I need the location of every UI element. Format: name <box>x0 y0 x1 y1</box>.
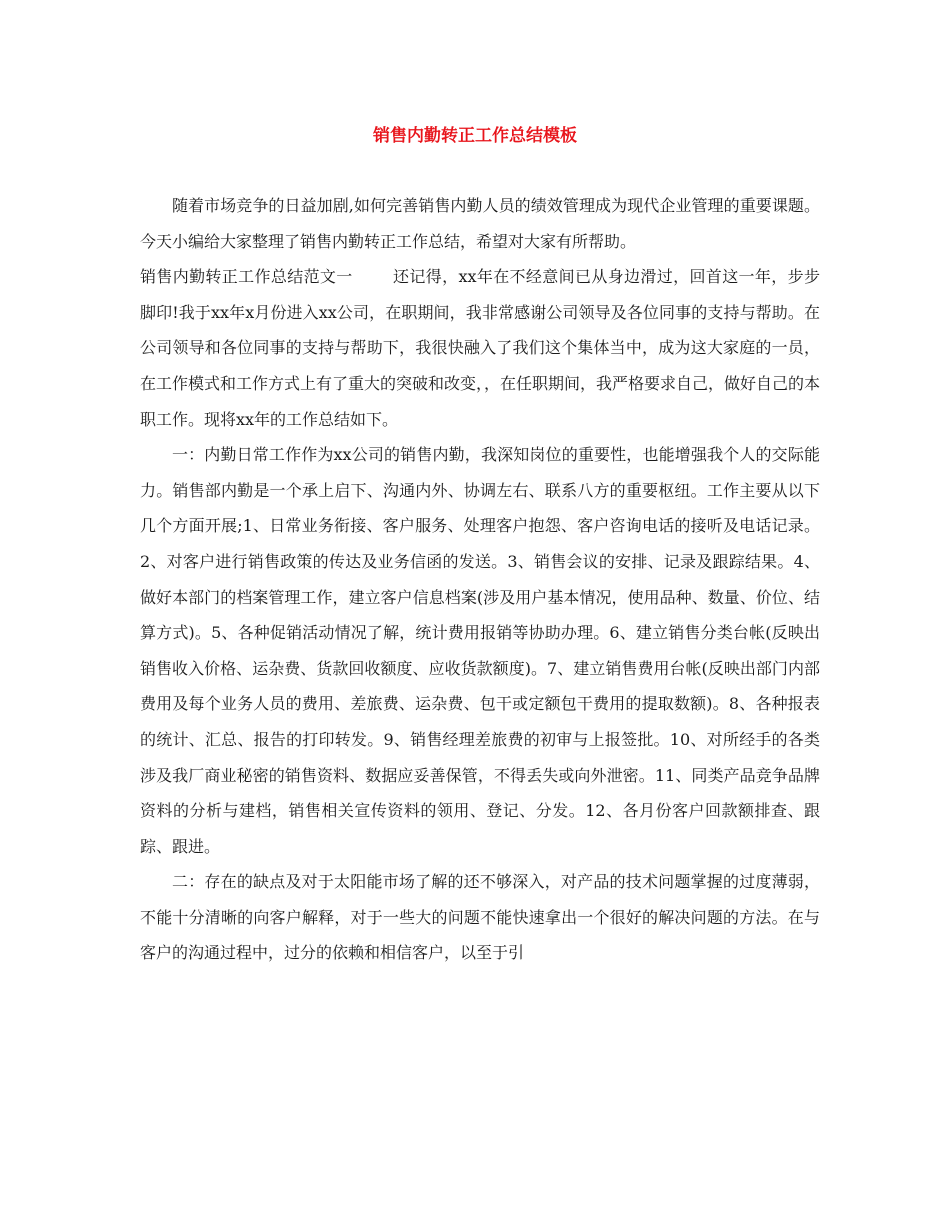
section-paragraph <box>140 259 820 437</box>
point-one-paragraph: 一：内勤日常工作作为xx公司的销售内勤，我深知岗位的重要性，也能增强我个人的交际能力。销售部内勤是一个承上启下、沟通内外、协调左右、联系八方的重要枢纽。工作主要从以下几个方面开展;1、日常业务衔接、客户服务、处理客户抱怨、客户咨询电话的接听及电话记录。2、对客户进行销售政策的传达及业务信函的发送。3、销售会议的安排、记录及跟踪结果。4、做好本部门的档案管理工作，建立客户信息档案(涉及用户基本情况，使用品种、数量、价位、结算方式)。5、各种促销活动情况了解，统计费用报销等协助办理。6、建立销售分类台帐(反映出销售收入价格、运杂费、货款回收额度、应收货款额度)。7、建立销售费用台帐(反映出部门内部费用及每个业务人员的费用、差旅费、运杂费、包干或定额包干费用的提取数额)。8、各种报表的统计、汇总、报告的打印转发。9、销售经理差旅费的初审与上报签批。10、对所经手的各类涉及我厂商业秘密的销售资料、数据应妥善保管，不得丢失或向外泄密。11、同类产品竞争品牌资料的分析与建档，销售相关宣传资料的领用、登记、分发。12、各月份客户回款额排查、跟踪、跟进。 <box>140 445 820 856</box>
document-body <box>140 188 820 971</box>
section-opening-text: 还记得，xx年在不经意间已从身边滑过，回首这一年，步步脚印!我于xx年x月份进入xx公司，在职期间，我非常感谢公司领导及各位同事的支持与帮助。在公司领导和各位同事的支持与帮助下，我很快融入了我们这个集体当中，成为这大家庭的一员，在工作模式和工作方式上有了重大的突破和改变，，在任职期间，我严格要求自己，做好自己的本职工作。现将xx年的工作总结如下。 <box>140 267 821 429</box>
intro-paragraph: 随着市场竞争的日益加剧,如何完善销售内勤人员的绩效管理成为现代企业管理的重要课题。今天小编给大家整理了销售内勤转正工作总结，希望对大家有所帮助。 <box>140 196 820 251</box>
document-title: 销售内勤转正工作总结模板 <box>373 126 577 146</box>
point-two-paragraph: 二：存在的缺点及对于太阳能市场了解的还不够深入，对产品的技术问题掌握的过度薄弱，不能十分清晰的向客户解释，对于一些大的问题不能快速拿出一个很好的解决问题的方法。在与客户的沟通过程中，过分的依赖和相信客户，以至于引 <box>140 872 820 963</box>
section-heading: 销售内勤转正工作总结范文一 <box>140 267 353 287</box>
